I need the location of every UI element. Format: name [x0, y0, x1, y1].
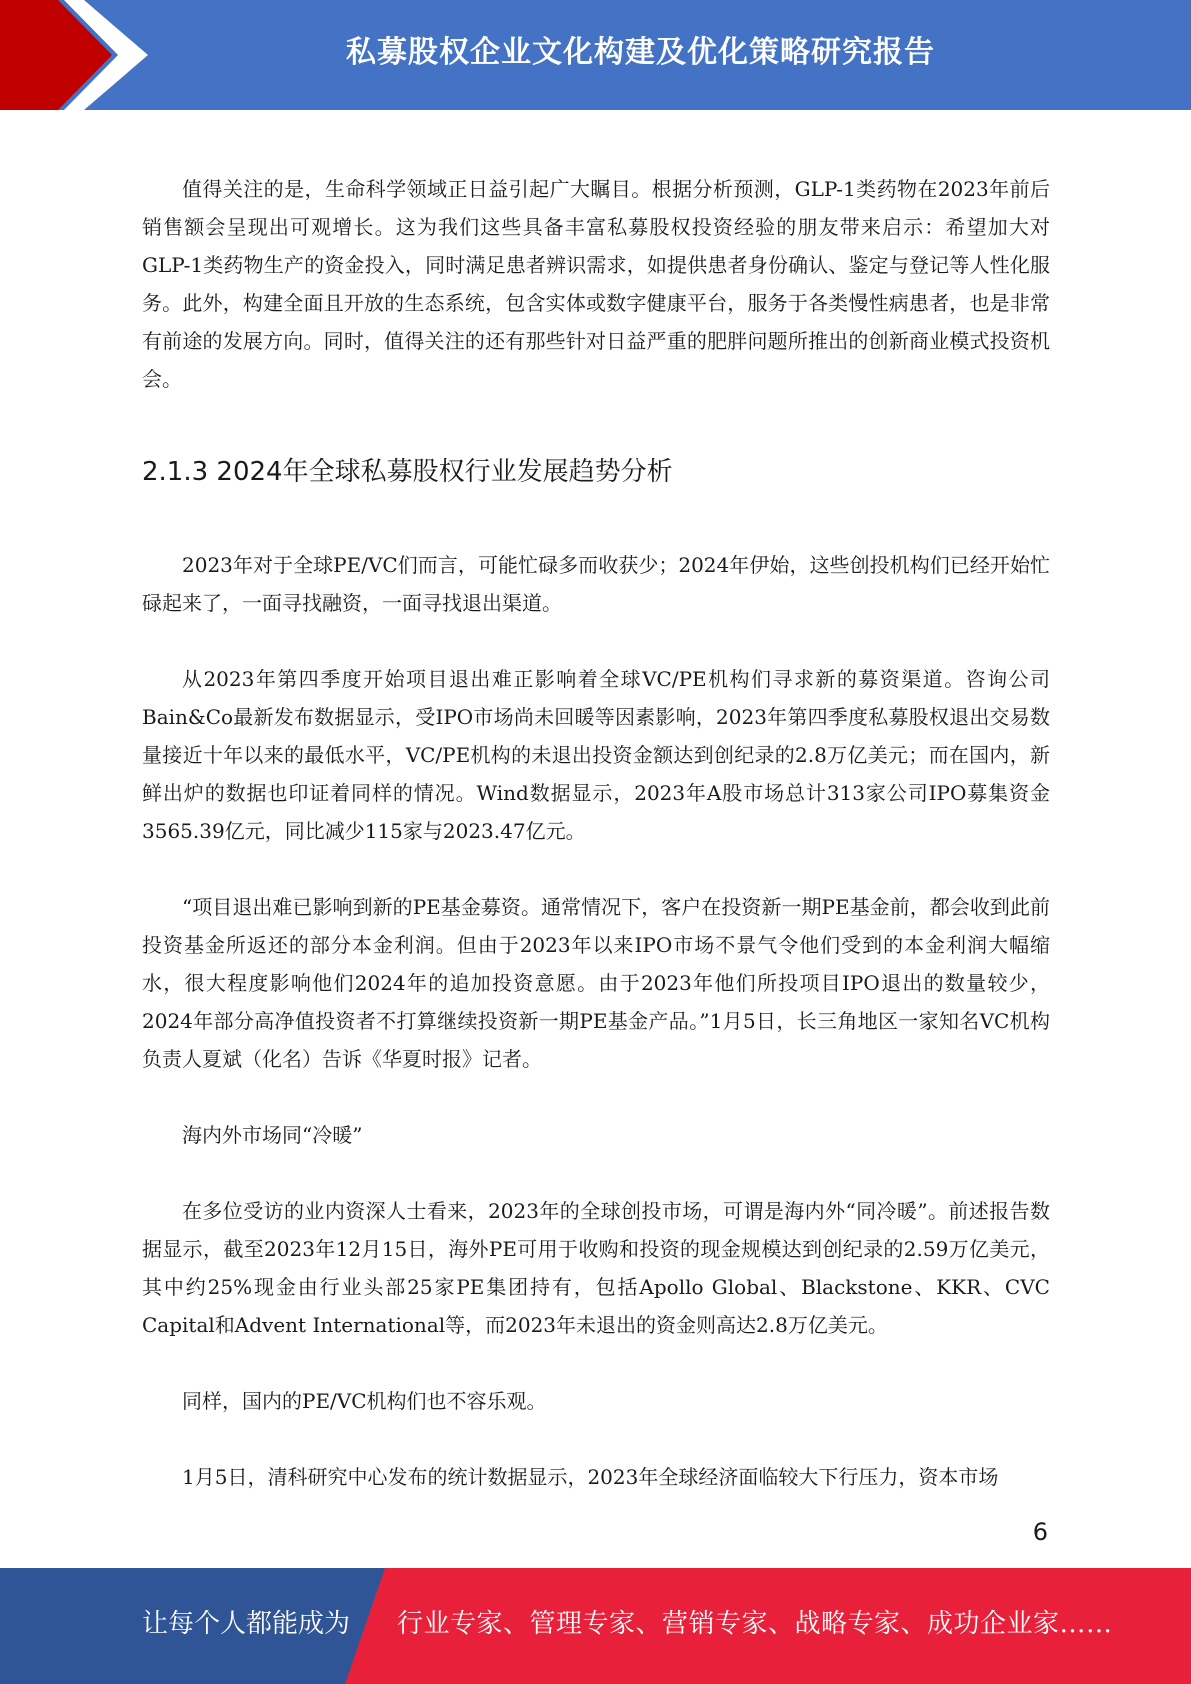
paragraph-global-market: 在多位受访的业内资深人士看来，2023年的全球创投市场，可谓是海内外“同冷暖”。前述报告数据显示，截至2023年12月15日，海外PE可用于收购和投资的现金规模达到创纪录的2.59万亿美元，其中约25%现金由行业头部25家PE集团持有，包括Apollo Global、Blackstone、KKR、CVC Capital和Advent International等，而2023年未退出的资金则高达2.8万亿美元。: [142, 1199, 1050, 1337]
paragraph-2023-overview: 2023年对于全球PE/VC们而言，可能忙碌多而收获少；2024年伊始，这些创投机构们已经开始忙碌起来了，一面寻找融资，一面寻找退出渠道。: [142, 553, 1050, 615]
section-heading: 2.1.3 2024年全球私募股权行业发展趋势分析: [142, 457, 673, 487]
footer-slogan-left: 让每个人都能成为: [142, 1609, 351, 1639]
header-title: 私募股权企业文化构建及优化策略研究报告: [346, 35, 935, 70]
page-content: [142, 170, 1050, 1496]
page-footer: [0, 1568, 1191, 1684]
page-header: [0, 0, 1191, 110]
page-number: 6: [1032, 1518, 1048, 1546]
paragraph-domestic: 同样，国内的PE/VC机构们也不容乐观。: [182, 1389, 547, 1413]
footer-slogan-right: 行业专家、管理专家、营销专家、战略专家、成功企业家……: [397, 1609, 1113, 1639]
header-arrow-decoration: [0, 0, 160, 110]
paragraph-exit-difficulty: 从2023年第四季度开始项目退出难正影响着全球VC/PE机构们寻求新的募资渠道。咨询公司Bain&Co最新发布数据显示，受IPO市场尚未回暖等因素影响，2023年第四季度私募股权退出交易数量接近十年以来的最低水平，VC/PE机构的未退出投资金额达到创纪录的2.8万亿美元；而在国内，新鲜出炉的数据也印证着同样的情况。Wind数据显示，2023年A股市场总计313家公司IPO募集资金3565.39亿元，同比减少115家与2023.47亿元。: [142, 667, 1050, 843]
paragraph-glp1: 值得关注的是，生命科学领域正日益引起广大瞩目。根据分析预测，GLP-1类药物在2023年前后销售额会呈现出可观增长。这为我们这些具备丰富私募股权投资经验的朋友带来启示：希望加大对GLP-1类药物生产的资金投入，同时满足患者辨识需求，如提供患者身份确认、鉴定与登记等人性化服务。此外，构建全面且开放的生态系统，包含实体或数字健康平台，服务于各类慢性病患者，也是非常有前途的发展方向。同时，值得关注的还有那些针对日益严重的肥胖问题所推出的创新商业模式投资机会。: [142, 177, 1050, 391]
paragraph-subheading: 海内外市场同“冷暖”: [182, 1123, 363, 1147]
paragraph-qingke: 1月5日，清科研究中心发布的统计数据显示，2023年全球经济面临较大下行压力，资本市场: [182, 1465, 999, 1489]
paragraph-quote: “项目退出难已影响到新的PE基金募资。通常情况下，客户在投资新一期PE基金前，都会收到此前投资基金所返还的部分本金利润。但由于2023年以来IPO市场不景气令他们受到的本金利润大幅缩水，很大程度影响他们2024年的追加投资意愿。由于2023年他们所投项目IPO退出的数量较少，2024年部分高净值投资者不打算继续投资新一期PE基金产品。”1月5日，长三角地区一家知名VC机构负责人夏斌（化名）告诉《华夏时报》记者。: [142, 895, 1050, 1071]
